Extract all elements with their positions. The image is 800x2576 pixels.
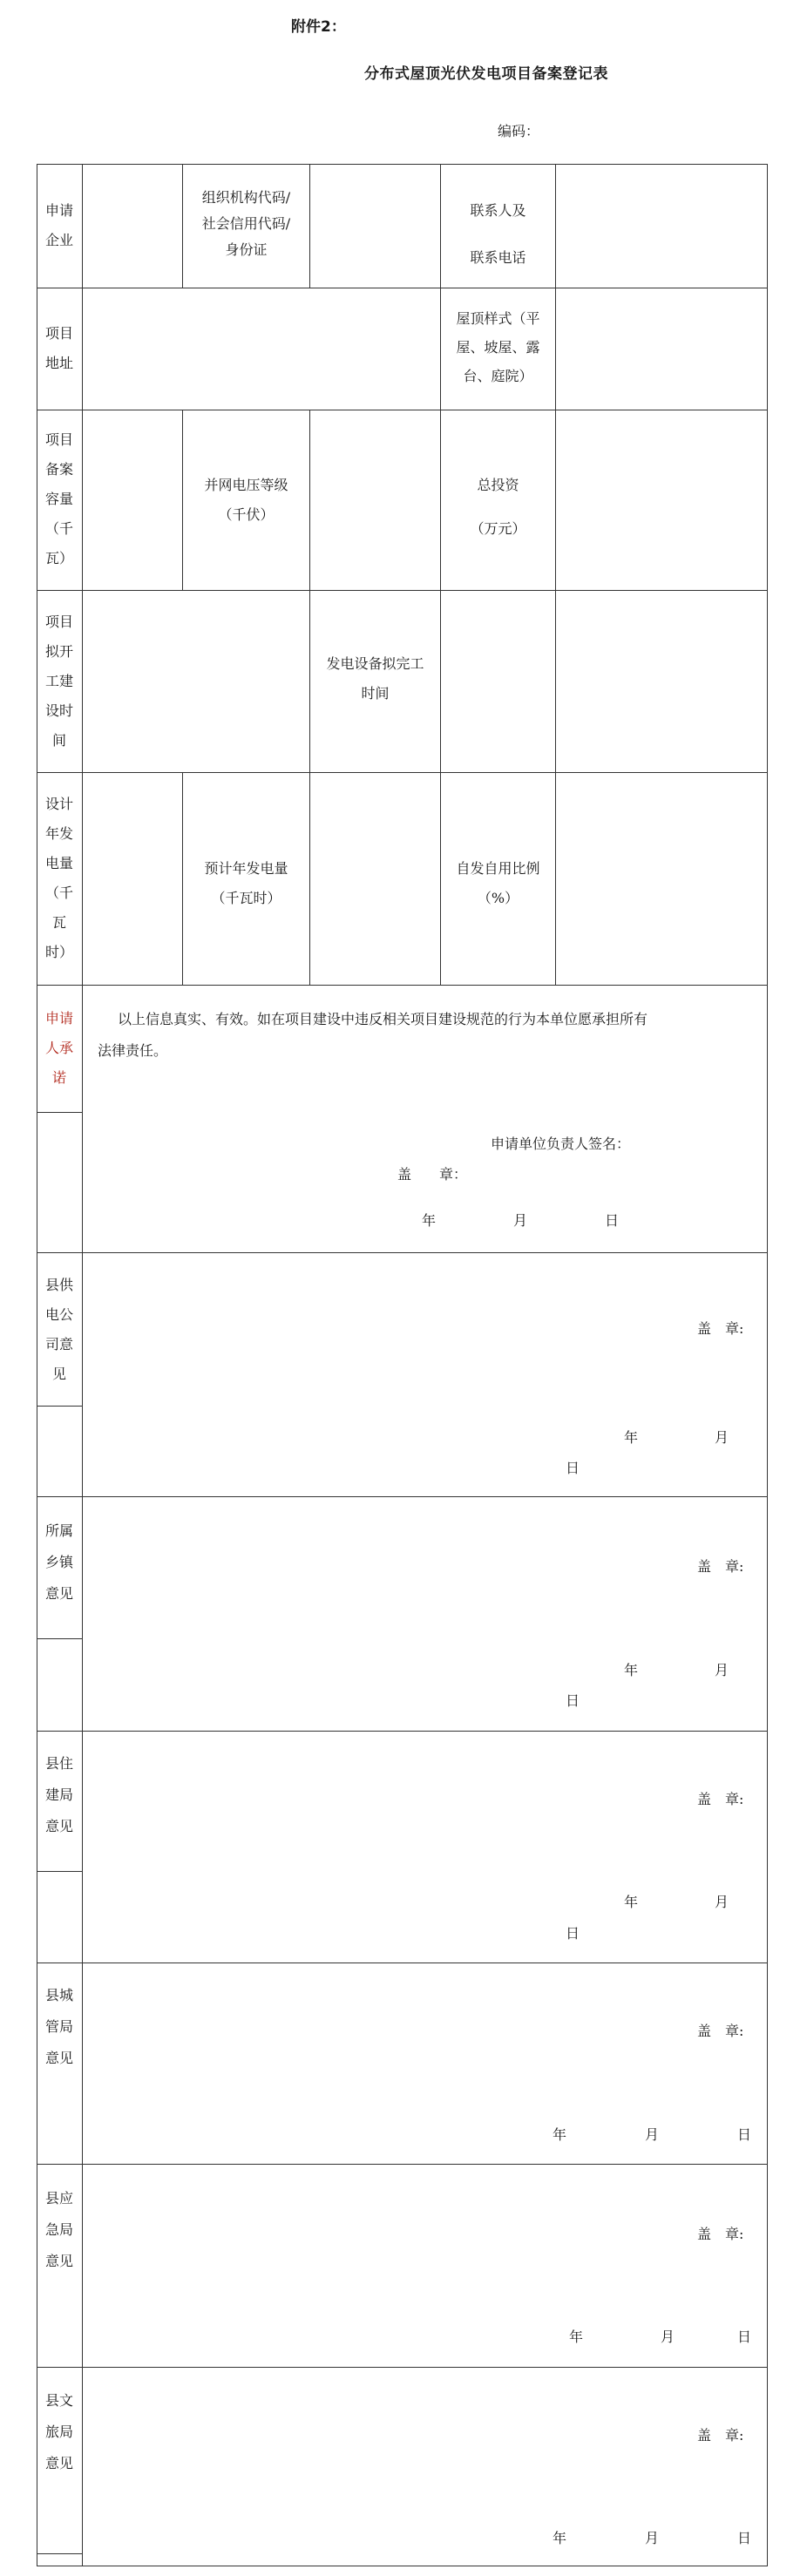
expected-generation-field[interactable]: [311, 774, 439, 983]
annex-label: 附件2：: [291, 18, 346, 36]
opinion-urban-label: 县城 管局 意见: [44, 1987, 73, 2066]
opinion-housing-day: 日: [566, 1925, 580, 1942]
address-label: 项目 地址: [44, 325, 73, 371]
self-use-ratio-label: 自发自用比例 （%）: [456, 860, 540, 906]
schedule-label: 项目 拟开 工建 设时 间: [44, 613, 73, 749]
address-field[interactable]: [84, 289, 439, 408]
form-title: 分布式屋顶光伏发电项目备案登记表: [364, 65, 608, 83]
opinion-emergency-seal: 盖 章:: [697, 2226, 744, 2242]
opinion-tourism-day: 日: [737, 2530, 752, 2546]
opinion-power-year: 年: [624, 1429, 639, 1446]
opinion-urban-month: 月: [645, 2126, 660, 2143]
opinion-town-day: 日: [566, 1692, 580, 1709]
seal-label: 盖 章：: [397, 1166, 468, 1183]
contact-field[interactable]: [557, 166, 766, 286]
opinion-power-label: 县供 电公 司意 见: [44, 1277, 73, 1382]
capacity-label: 项目 备案 容量 （千 瓦）: [44, 431, 73, 566]
opinion-emergency-label: 县应 急局 意见: [44, 2190, 73, 2269]
opinion-tourism-label: 县文 旅局 意见: [44, 2392, 73, 2471]
self-use-ratio-field[interactable]: [557, 774, 766, 983]
opinion-housing-seal: 盖 章:: [697, 1791, 744, 1807]
opinion-power-field[interactable]: [84, 1254, 766, 1495]
opinion-tourism-field[interactable]: [84, 2369, 766, 2565]
opinion-housing-month: 月: [715, 1894, 729, 1910]
opinion-urban-field[interactable]: [84, 1964, 766, 2162]
completion-field[interactable]: [442, 592, 766, 770]
voltage-label: 并网电压等级 （千伏）: [204, 477, 288, 523]
start-time-field[interactable]: [84, 592, 308, 770]
opinion-tourism-year: 年: [553, 2530, 567, 2546]
opinion-town-field[interactable]: [84, 1498, 766, 1729]
capacity-field[interactable]: [84, 411, 181, 588]
opinion-town-seal: 盖 章:: [697, 1558, 744, 1575]
commitment-text-2: 法律责任。: [98, 1042, 168, 1059]
voltage-field[interactable]: [311, 411, 439, 588]
date-day: 日: [605, 1212, 620, 1229]
expected-generation-label: 预计年发电量 （千瓦时）: [204, 860, 288, 906]
applicant-label: 申请 企业: [44, 202, 73, 248]
signature-label: 申请单位负责人签名：: [491, 1135, 631, 1152]
design-generation-field[interactable]: [84, 774, 181, 983]
opinion-town-year: 年: [624, 1662, 639, 1678]
opinion-tourism-month: 月: [645, 2530, 660, 2546]
opinion-urban-year: 年: [553, 2126, 567, 2143]
opinion-housing-field[interactable]: [84, 1732, 766, 1961]
opinion-power-seal: 盖 章:: [697, 1320, 744, 1337]
code-label: 编码：: [498, 123, 540, 139]
opinion-emergency-year: 年: [569, 2329, 584, 2345]
date-year: 年: [422, 1212, 437, 1229]
org-code-field[interactable]: [311, 166, 439, 286]
completion-label: 发电设备拟完工 时间: [326, 655, 424, 702]
commitment-text: 以上信息真实、有效。如在项目建设中违反相关项目建设规范的行为本单位愿承担所有: [118, 1011, 648, 1027]
opinion-housing-label: 县住 建局 意见: [44, 1755, 73, 1834]
opinion-emergency-month: 月: [661, 2329, 675, 2345]
opinion-power-day: 日: [566, 1460, 580, 1476]
roof-style-label: 屋顶样式（平 屋、坡屋、露 台、庭院）: [456, 310, 540, 384]
roof-style-field[interactable]: [557, 289, 766, 408]
opinion-emergency-day: 日: [737, 2329, 752, 2345]
contact-label: 联系人及 联系电话: [470, 202, 526, 266]
investment-label: 总投资 （万元）: [470, 477, 526, 537]
opinion-town-label: 所属 乡镇 意见: [44, 1522, 73, 1602]
applicant-name-field[interactable]: [84, 166, 181, 286]
opinion-housing-year: 年: [624, 1894, 639, 1910]
org-code-label: 组织机构代码/ 社会信用代码/ 身份证: [201, 189, 291, 258]
opinion-tourism-seal: 盖 章:: [697, 2427, 744, 2444]
opinion-urban-day: 日: [737, 2126, 752, 2143]
investment-field[interactable]: [557, 411, 766, 588]
opinion-power-month: 月: [715, 1429, 729, 1446]
opinion-urban-seal: 盖 章:: [697, 2023, 744, 2039]
opinion-town-month: 月: [715, 1662, 729, 1678]
generation-label: 设计 年发 电量 （千 瓦 时）: [44, 796, 73, 960]
commitment-label: 申请 人承 诺: [44, 1010, 73, 1086]
date-month: 月: [513, 1212, 528, 1229]
